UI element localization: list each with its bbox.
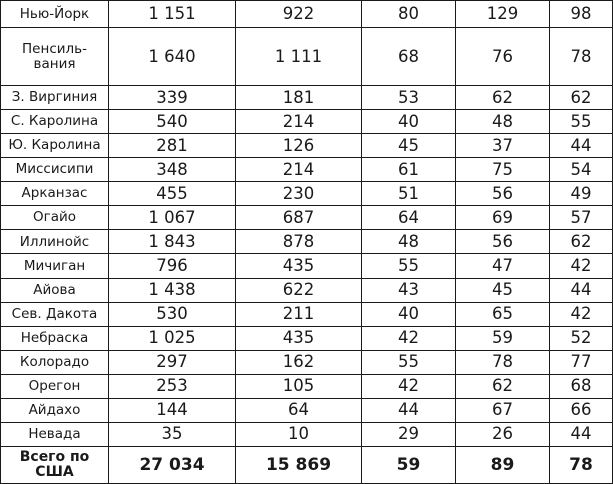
state-name-cell: Пенсиль- вания <box>1 28 109 86</box>
value-cell-col3: 59 <box>362 446 456 483</box>
value-cell-col1: 455 <box>109 182 236 206</box>
total-row <box>1 446 613 483</box>
table-row <box>1 278 613 302</box>
value-cell-col4: 62 <box>456 86 550 110</box>
value-cell-col5: 77 <box>550 350 613 374</box>
value-cell-col5: 62 <box>550 86 613 110</box>
value-cell-col3: 43 <box>362 278 456 302</box>
value-cell-col2: 181 <box>236 86 362 110</box>
value-cell-col2: 211 <box>236 302 362 326</box>
value-cell-col5: 68 <box>550 374 613 398</box>
value-cell-col3: 42 <box>362 374 456 398</box>
value-cell-col4: 129 <box>456 1 550 28</box>
table-row <box>1 1 613 28</box>
value-cell-col2: 230 <box>236 182 362 206</box>
state-name-cell: Айдахо <box>1 398 109 422</box>
value-cell-col4: 67 <box>456 398 550 422</box>
value-cell-col5: 49 <box>550 182 613 206</box>
value-cell-col3: 29 <box>362 422 456 446</box>
value-cell-col1: 1 151 <box>109 1 236 28</box>
value-cell-col4: 26 <box>456 422 550 446</box>
value-cell-col1: 35 <box>109 422 236 446</box>
value-cell-col3: 80 <box>362 1 456 28</box>
state-name-cell: Арканзас <box>1 182 109 206</box>
value-cell-col3: 42 <box>362 326 456 350</box>
value-cell-col5: 54 <box>550 158 613 182</box>
table-row <box>1 206 613 230</box>
table-row <box>1 422 613 446</box>
table-row <box>1 158 613 182</box>
state-name-cell: Невада <box>1 422 109 446</box>
value-cell-col3: 53 <box>362 86 456 110</box>
value-cell-col1: 540 <box>109 110 236 134</box>
table-row <box>1 374 613 398</box>
value-cell-col4: 65 <box>456 302 550 326</box>
state-name-cell: Иллинойс <box>1 230 109 254</box>
state-name-cell: Небраска <box>1 326 109 350</box>
value-cell-col3: 61 <box>362 158 456 182</box>
table-row <box>1 28 613 86</box>
value-cell-col1: 253 <box>109 374 236 398</box>
value-cell-col3: 40 <box>362 110 456 134</box>
value-cell-col2: 15 869 <box>236 446 362 483</box>
table-row <box>1 182 613 206</box>
state-name-cell: Сев. Дакота <box>1 302 109 326</box>
table-row <box>1 230 613 254</box>
value-cell-col1: 1 067 <box>109 206 236 230</box>
value-cell-col4: 62 <box>456 374 550 398</box>
value-cell-col5: 44 <box>550 134 613 158</box>
value-cell-col1: 1 438 <box>109 278 236 302</box>
value-cell-col4: 69 <box>456 206 550 230</box>
value-cell-col3: 51 <box>362 182 456 206</box>
value-cell-col3: 48 <box>362 230 456 254</box>
value-cell-col1: 796 <box>109 254 236 278</box>
value-cell-col2: 126 <box>236 134 362 158</box>
value-cell-col1: 297 <box>109 350 236 374</box>
value-cell-col5: 57 <box>550 206 613 230</box>
state-name-cell: С. Каролина <box>1 110 109 134</box>
value-cell-col3: 55 <box>362 350 456 374</box>
table-row <box>1 86 613 110</box>
table-row <box>1 110 613 134</box>
value-cell-col1: 1 843 <box>109 230 236 254</box>
value-cell-col4: 45 <box>456 278 550 302</box>
value-cell-col4: 59 <box>456 326 550 350</box>
value-cell-col2: 10 <box>236 422 362 446</box>
value-cell-col3: 40 <box>362 302 456 326</box>
table-row <box>1 350 613 374</box>
value-cell-col3: 68 <box>362 28 456 86</box>
state-name-cell: Айова <box>1 278 109 302</box>
value-cell-col4: 89 <box>456 446 550 483</box>
state-name-cell: Всего по США <box>1 446 109 483</box>
value-cell-col5: 66 <box>550 398 613 422</box>
value-cell-col4: 47 <box>456 254 550 278</box>
value-cell-col4: 78 <box>456 350 550 374</box>
table-row <box>1 398 613 422</box>
value-cell-col5: 52 <box>550 326 613 350</box>
table-row <box>1 254 613 278</box>
table-row <box>1 326 613 350</box>
value-cell-col4: 37 <box>456 134 550 158</box>
value-cell-col5: 42 <box>550 302 613 326</box>
value-cell-col2: 162 <box>236 350 362 374</box>
value-cell-col3: 44 <box>362 398 456 422</box>
value-cell-col2: 214 <box>236 110 362 134</box>
value-cell-col3: 55 <box>362 254 456 278</box>
value-cell-col5: 98 <box>550 1 613 28</box>
value-cell-col4: 75 <box>456 158 550 182</box>
value-cell-col2: 435 <box>236 326 362 350</box>
value-cell-col5: 62 <box>550 230 613 254</box>
table-row <box>1 134 613 158</box>
value-cell-col1: 27 034 <box>109 446 236 483</box>
table-row <box>1 302 613 326</box>
state-name-cell: Орегон <box>1 374 109 398</box>
value-cell-col4: 56 <box>456 182 550 206</box>
value-cell-col3: 45 <box>362 134 456 158</box>
state-name-cell: З. Виргиния <box>1 86 109 110</box>
value-cell-col5: 55 <box>550 110 613 134</box>
value-cell-col1: 530 <box>109 302 236 326</box>
state-name-cell: Колорадо <box>1 350 109 374</box>
value-cell-col4: 76 <box>456 28 550 86</box>
value-cell-col5: 78 <box>550 446 613 483</box>
state-name-cell: Мичиган <box>1 254 109 278</box>
value-cell-col2: 922 <box>236 1 362 28</box>
value-cell-col1: 281 <box>109 134 236 158</box>
value-cell-col2: 214 <box>236 158 362 182</box>
value-cell-col5: 42 <box>550 254 613 278</box>
value-cell-col1: 1 025 <box>109 326 236 350</box>
value-cell-col2: 878 <box>236 230 362 254</box>
value-cell-col1: 348 <box>109 158 236 182</box>
value-cell-col5: 44 <box>550 278 613 302</box>
value-cell-col2: 622 <box>236 278 362 302</box>
value-cell-col1: 1 640 <box>109 28 236 86</box>
value-cell-col1: 339 <box>109 86 236 110</box>
state-name-cell: Нью-Йорк <box>1 1 109 28</box>
value-cell-col2: 64 <box>236 398 362 422</box>
value-cell-col2: 687 <box>236 206 362 230</box>
value-cell-col5: 78 <box>550 28 613 86</box>
value-cell-col2: 105 <box>236 374 362 398</box>
state-name-cell: Ю. Каролина <box>1 134 109 158</box>
table-body <box>1 1 613 484</box>
value-cell-col1: 144 <box>109 398 236 422</box>
value-cell-col2: 1 111 <box>236 28 362 86</box>
value-cell-col4: 48 <box>456 110 550 134</box>
value-cell-col4: 56 <box>456 230 550 254</box>
value-cell-col5: 44 <box>550 422 613 446</box>
value-cell-col3: 64 <box>362 206 456 230</box>
state-name-cell: Огайо <box>1 206 109 230</box>
value-cell-col2: 435 <box>236 254 362 278</box>
state-name-cell: Миссисипи <box>1 158 109 182</box>
